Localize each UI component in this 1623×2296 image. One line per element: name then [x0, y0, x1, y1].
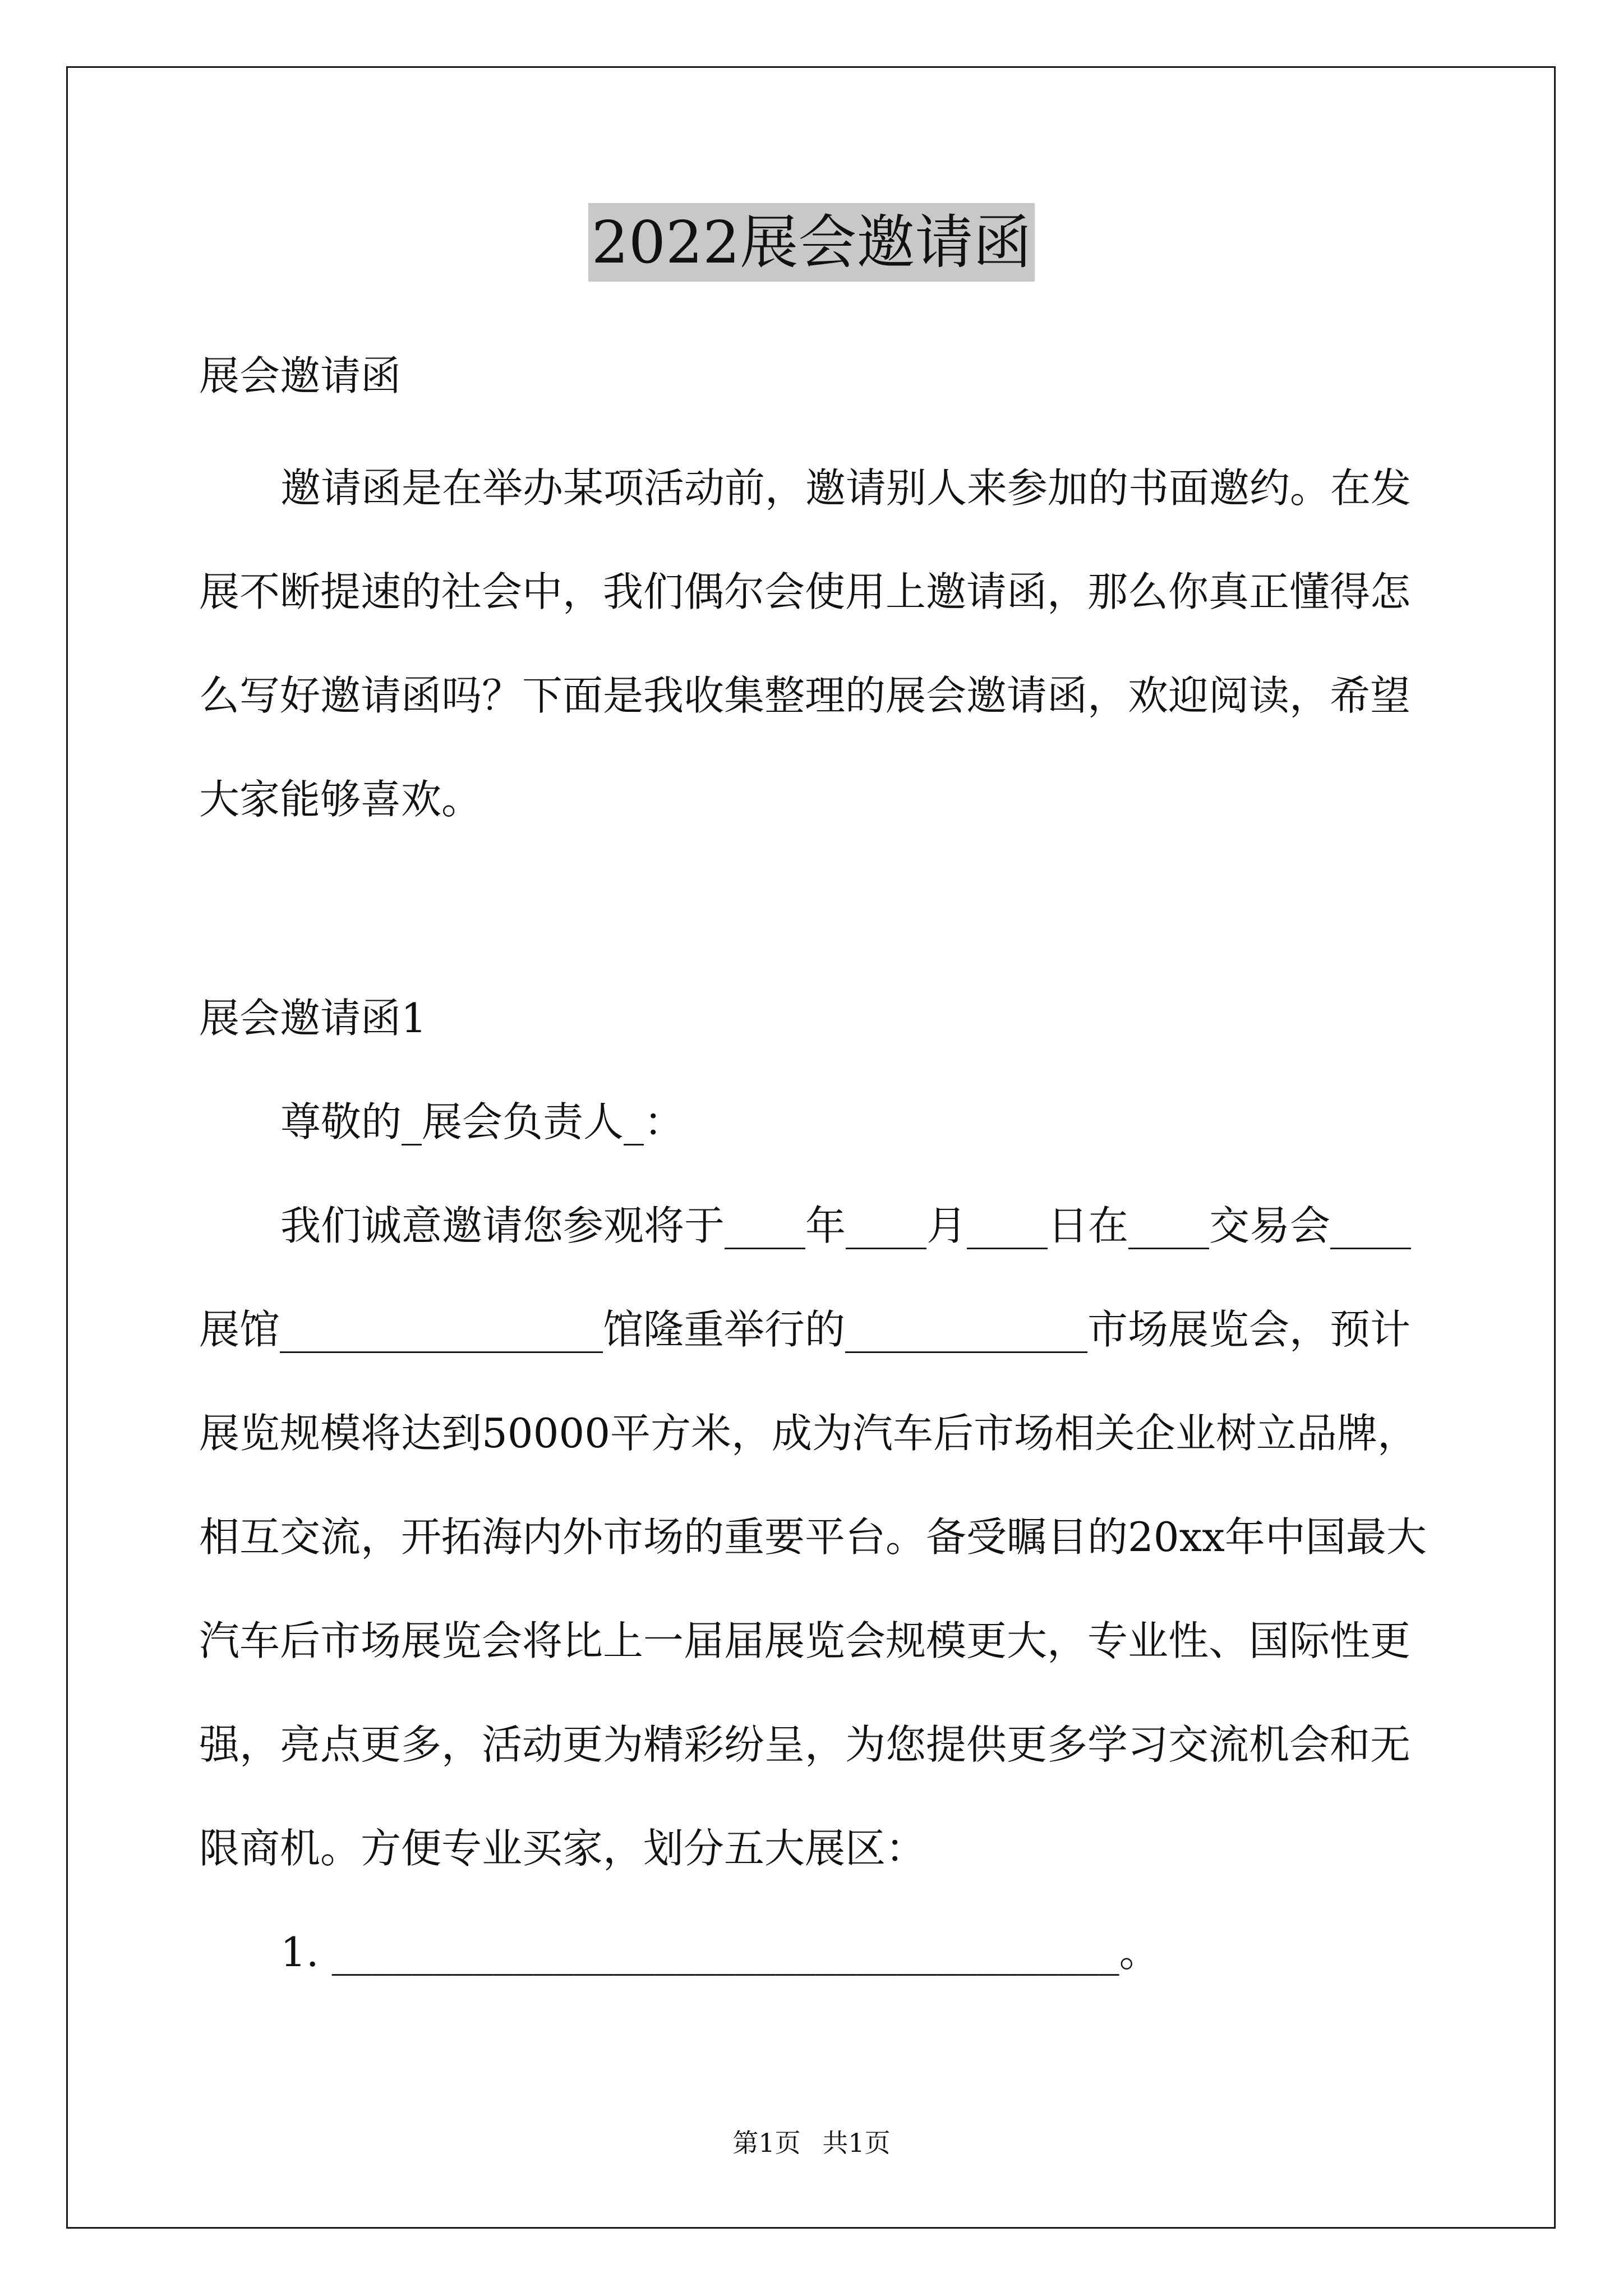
page-total: 共1页	[822, 2128, 891, 2158]
document-title: 2022展会邀请函	[588, 203, 1035, 282]
intro-line-2: 展不断提速的社会中，我们偶尔会使用上邀请函，那么你真正懂得怎	[199, 568, 1411, 615]
salutation: 尊敬的_展会负责人_：	[280, 1098, 685, 1145]
paragraph-line	[199, 460, 1411, 516]
section-heading-1: 展会邀请函1	[199, 995, 427, 1042]
body-line-1: 我们诚意邀请您参观将于____年____月____日在____交易会____	[280, 1202, 1412, 1249]
body-line-3: 展览规模将达到50000平方米，成为汽车后市场相关企业树立品牌，	[199, 1410, 1418, 1457]
page-footer	[0, 2126, 1623, 2160]
body-line-7: 限商机。方便专业买家，划分五大展区：	[199, 1825, 926, 1872]
body-line-2: 展馆________________馆隆重举行的____________市场展览会，预计	[199, 1306, 1411, 1353]
section-heading: 展会邀请函	[199, 352, 402, 399]
body-line-5: 汽车后市场展览会将比上一届届展览会规模更大，专业性、国际性更	[199, 1617, 1411, 1664]
body-line-4: 相互交流，开拓海内外市场的重要平台。备受瞩目的20xx年中国最大	[199, 1513, 1427, 1561]
intro-line-4: 大家能够喜欢。	[199, 776, 482, 823]
body-line-6: 强，亮点更多，活动更为精彩纷呈，为您提供更多学习交流机会和无	[199, 1721, 1411, 1768]
page-number: 第1页	[732, 2128, 801, 2158]
title-container	[0, 203, 1623, 282]
list-item: 1. _______________________________________。	[280, 1929, 1160, 1976]
intro-line-3: 么写好邀请函吗？下面是我收集整理的展会邀请函，欢迎阅读，希望	[199, 672, 1411, 719]
intro-line-1: 邀请函是在举办某项活动前，邀请别人来参加的书面邀约。在发	[280, 464, 1412, 512]
